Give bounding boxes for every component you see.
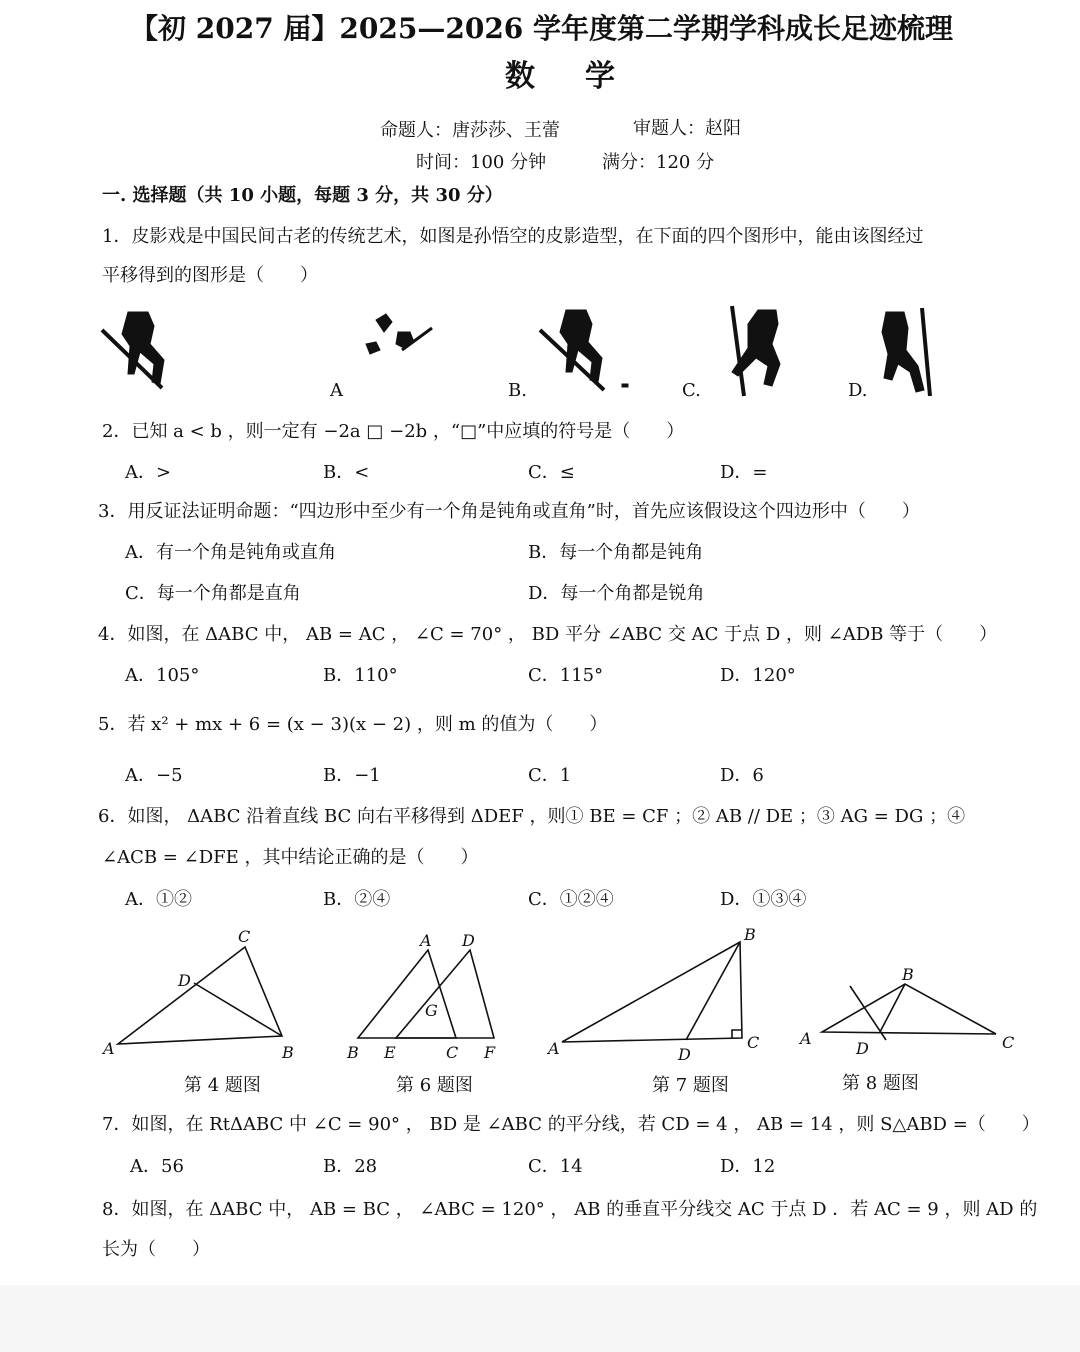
q7-option-c: C．14 (528, 1156, 583, 1177)
reviewer: 审题人：赵阳 (633, 118, 741, 139)
fig8-label-a: A (800, 1029, 812, 1048)
exam-time: 时间：100 分钟 (416, 152, 547, 173)
question-8-text-cont: 长为（ ） (102, 1239, 210, 1260)
fig7-caption: 第 7 题图 (652, 1075, 729, 1096)
figure-8 (798, 965, 1014, 1058)
fig4-label-b: B (282, 1043, 294, 1062)
fig4-triangle (118, 947, 282, 1044)
subject-title: 数学 (505, 59, 665, 94)
figure-6 (346, 931, 496, 1062)
fig8-caption: 第 8 题图 (842, 1073, 919, 1094)
question-6-text-cont: ∠ACB = ∠DFE ，其中结论正确的是（ ） (102, 847, 479, 868)
fig4-bisector-bd (194, 983, 282, 1036)
fig4-label-c: C (238, 927, 251, 946)
q7-option-a: A．56 (130, 1156, 184, 1177)
fig7-triangle (562, 942, 742, 1042)
q1-option-a: A (330, 380, 343, 401)
question-7-text: 7．如图，在 RtΔABC 中 ∠C = 90° ， BD 是 ∠ABC 的平分线，若 CD = 4 ， AB = 14 ，则 S△ABD =（ ） (102, 1114, 1040, 1135)
q1-option-d: D. (848, 380, 868, 401)
q2-option-c: C．≤ (528, 462, 575, 483)
q5-option-c: C．1 (528, 765, 572, 786)
q7-option-d: D．12 (720, 1156, 776, 1177)
fig8-label-c: C (1002, 1033, 1015, 1052)
question-2-text: 2．已知 a < b ，则一定有 −2a □ −2b ，“□”中应填的符号是（ ） (102, 421, 685, 442)
page-bottom-shadow (0, 1285, 1080, 1352)
question-4-text: 4．如图，在 ΔABC 中， AB = AC ， ∠C = 70° ， BD 平分 ∠ABC 交 AC 于点 D ，则 ∠ADB 等于（ ） (98, 624, 998, 645)
q4-option-c: C．115° (528, 665, 604, 686)
q4-option-d: D．120° (720, 665, 796, 686)
q2-option-d: D．= (720, 462, 768, 483)
fig8-triangle (822, 984, 996, 1034)
q5-option-d: D．6 (720, 765, 764, 786)
figure-4 (101, 927, 294, 1062)
question-5-text: 5．若 x² + mx + 6 = (x − 3)(x − 2) ，则 m 的值为（ ） (98, 714, 608, 735)
question-1-text: 1．皮影戏是中国民间古老的传统艺术，如图是孙悟空的皮影造型，在下面的四个图形中，能由该图经过 (102, 226, 924, 247)
q1-option-b: B. (508, 380, 527, 401)
fig6-label-g: G (425, 1001, 438, 1020)
fig6-label-b: B (347, 1043, 359, 1062)
q3-option-d: D．每一个角都是锐角 (528, 583, 705, 604)
question-3-text: 3．用反证法证明命题：“四边形中至少有一个角是钝角或直角”时，首先应该假设这个四边形中（ ） (98, 501, 920, 522)
section-heading: 一. 选择题（共 10 小题，每题 3 分，共 30 分） (102, 185, 503, 206)
q6-option-c: C．①②④ (528, 889, 614, 910)
fig6-caption: 第 6 题图 (396, 1075, 473, 1096)
fig8-label-b: B (902, 965, 914, 984)
fig6-label-e: E (384, 1043, 396, 1062)
fig7-label-a: A (548, 1039, 560, 1058)
fig6-triangle-def (396, 950, 494, 1038)
fig7-label-d: D (678, 1045, 691, 1064)
exam-title: 【初 2027 届】2025—2026 学年度第二学期学科成长足迹梳理 (130, 12, 954, 45)
fig6-label-c: C (446, 1043, 459, 1062)
q4-option-a: A．105° (125, 665, 200, 686)
fig6-label-a: A (420, 931, 432, 950)
authors: 命题人：唐莎莎、王蕾 (380, 120, 560, 141)
question-8-text: 8．如图，在 ΔABC 中， AB = BC ， ∠ABC = 120° ， AB 的垂直平分线交 AC 于点 D ．若 AC = 9 ，则 AD 的 (102, 1199, 1038, 1220)
q1-option-c: C. (682, 380, 701, 401)
q6-option-b: B．②④ (323, 889, 391, 910)
fig7-label-c: C (747, 1033, 760, 1052)
fig8-label-d: D (856, 1039, 869, 1058)
q7-option-b: B．28 (323, 1156, 378, 1177)
q3-option-c: C．每一个角都是直角 (125, 583, 301, 604)
q6-option-a: A．①② (125, 889, 192, 910)
question-1-text-cont: 平移得到的图形是（ ） (102, 265, 318, 286)
fig4-label-d: D (178, 971, 191, 990)
fig4-label-a: A (103, 1039, 115, 1058)
fig6-label-f: F (484, 1043, 496, 1062)
fig7-right-angle-mark (732, 1030, 741, 1038)
q4-option-b: B．110° (323, 665, 398, 686)
full-score: 满分：120 分 (602, 152, 715, 173)
question-6-text: 6．如图， ΔABC 沿着直线 BC 向右平移得到 ΔDEF ，则① BE = CF ；② AB // DE ；③ AG = DG ；④ (98, 806, 966, 827)
fig6-label-d: D (462, 931, 475, 950)
q5-option-a: A．−5 (125, 765, 183, 786)
q2-option-b: B．< (323, 462, 370, 483)
q3-option-b: B．每一个角都是钝角 (528, 542, 704, 563)
figure-7 (546, 925, 759, 1064)
q6-option-d: D．①③④ (720, 889, 807, 910)
q2-option-a: A．> (125, 462, 172, 483)
q5-option-b: B．−1 (323, 765, 381, 786)
fig4-caption: 第 4 题图 (184, 1075, 261, 1096)
q3-option-a: A．有一个角是钝角或直角 (125, 542, 336, 563)
fig7-label-b: B (744, 925, 756, 944)
